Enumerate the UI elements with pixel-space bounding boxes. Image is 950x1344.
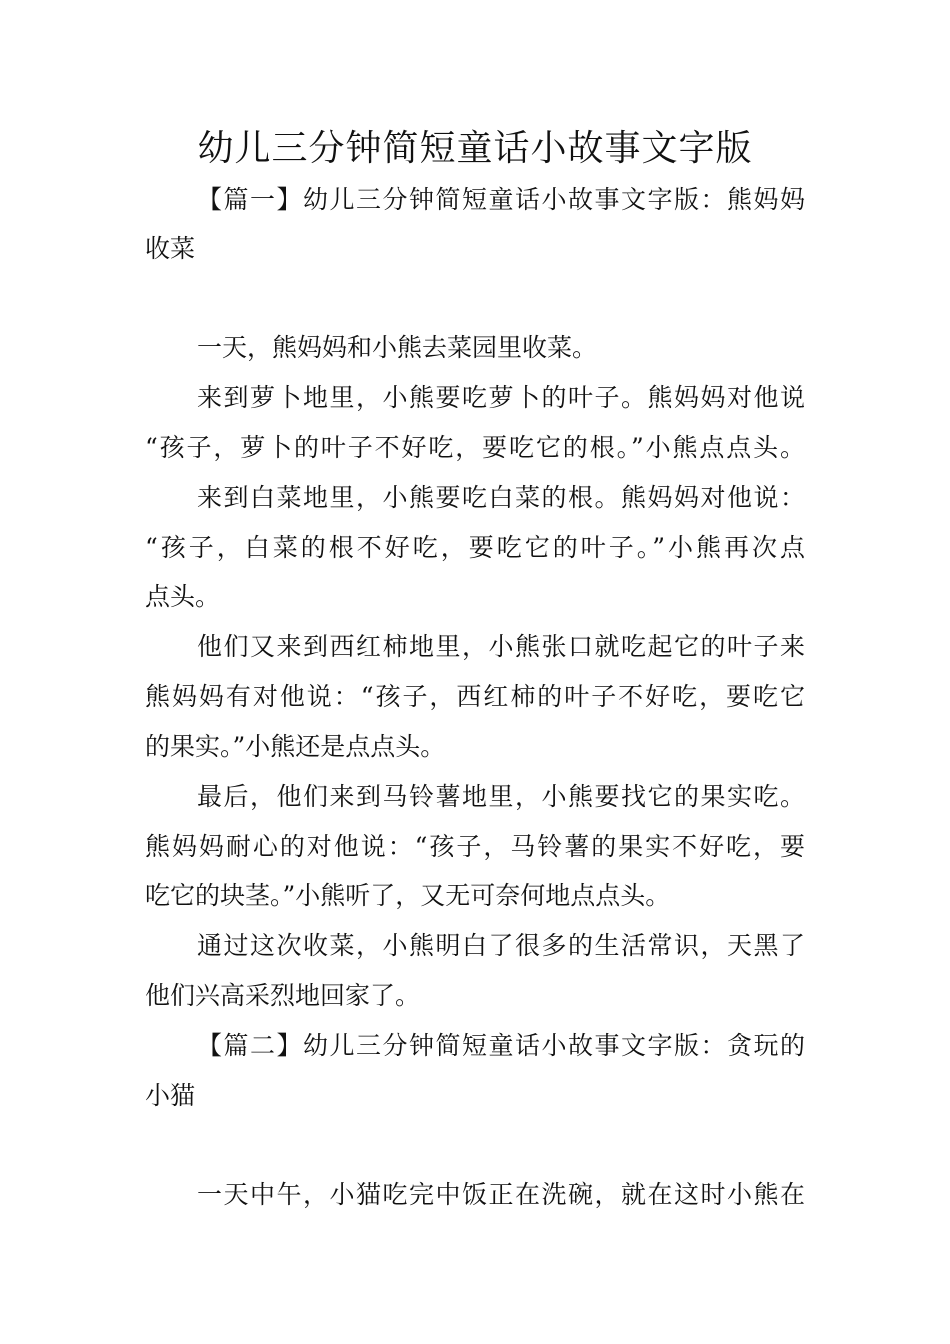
section-heading: 【篇二】幼儿三分钟简短童话小故事文字版：贪玩的 bbox=[197, 1031, 805, 1060]
paragraph-line: 吃它的块茎。”小熊听了，又无可奈何地点点头。 bbox=[145, 881, 671, 910]
paragraph-line: 一天，熊妈妈和小熊去菜园里收菜。 bbox=[197, 333, 598, 362]
paragraph-line: 熊妈妈耐心的对他说：“孩子，马铃薯的果实不好吃，要 bbox=[145, 832, 805, 861]
document-title: 幼儿三分钟简短童话小故事文字版 bbox=[197, 128, 753, 169]
paragraph-line: 通过这次收菜，小熊明白了很多的生活常识，天黑了 bbox=[197, 931, 805, 960]
paragraph-line: 来到萝卜地里，小熊要吃萝卜的叶子。熊妈妈对他说 bbox=[197, 383, 805, 412]
paragraph-line: 点头。 bbox=[145, 582, 221, 611]
paragraph-line: 来到白菜地里，小熊要吃白菜的根。熊妈妈对他说： bbox=[197, 483, 805, 512]
section-heading: 【篇一】幼儿三分钟简短童话小故事文字版：熊妈妈 bbox=[197, 185, 805, 214]
paragraph-line: 熊妈妈有对他说：“孩子，西红柿的叶子不好吃，要吃它 bbox=[145, 682, 805, 711]
paragraph-line: 他们兴高采烈地回家了。 bbox=[145, 981, 421, 1010]
section-heading-continued: 小猫 bbox=[145, 1081, 196, 1110]
paragraph-line: 他们又来到西红柿地里，小熊张口就吃起它的叶子来 bbox=[197, 632, 805, 661]
paragraph-line: “孩子，白菜的根不好吃，要吃它的叶子。”小熊再次点 bbox=[145, 533, 805, 562]
paragraph-line: “孩子，萝卜的叶子不好吃，要吃它的根。”小熊点点头。 bbox=[145, 433, 805, 462]
paragraph-line: 一天中午，小猫吃完中饭正在洗碗，就在这时小熊在 bbox=[197, 1180, 805, 1209]
paragraph-line: 最后，他们来到马铃薯地里，小熊要找它的果实吃。 bbox=[197, 782, 805, 811]
section-heading-continued: 收菜 bbox=[145, 234, 196, 263]
paragraph-line: 的果实。”小熊还是点点头。 bbox=[145, 732, 446, 761]
